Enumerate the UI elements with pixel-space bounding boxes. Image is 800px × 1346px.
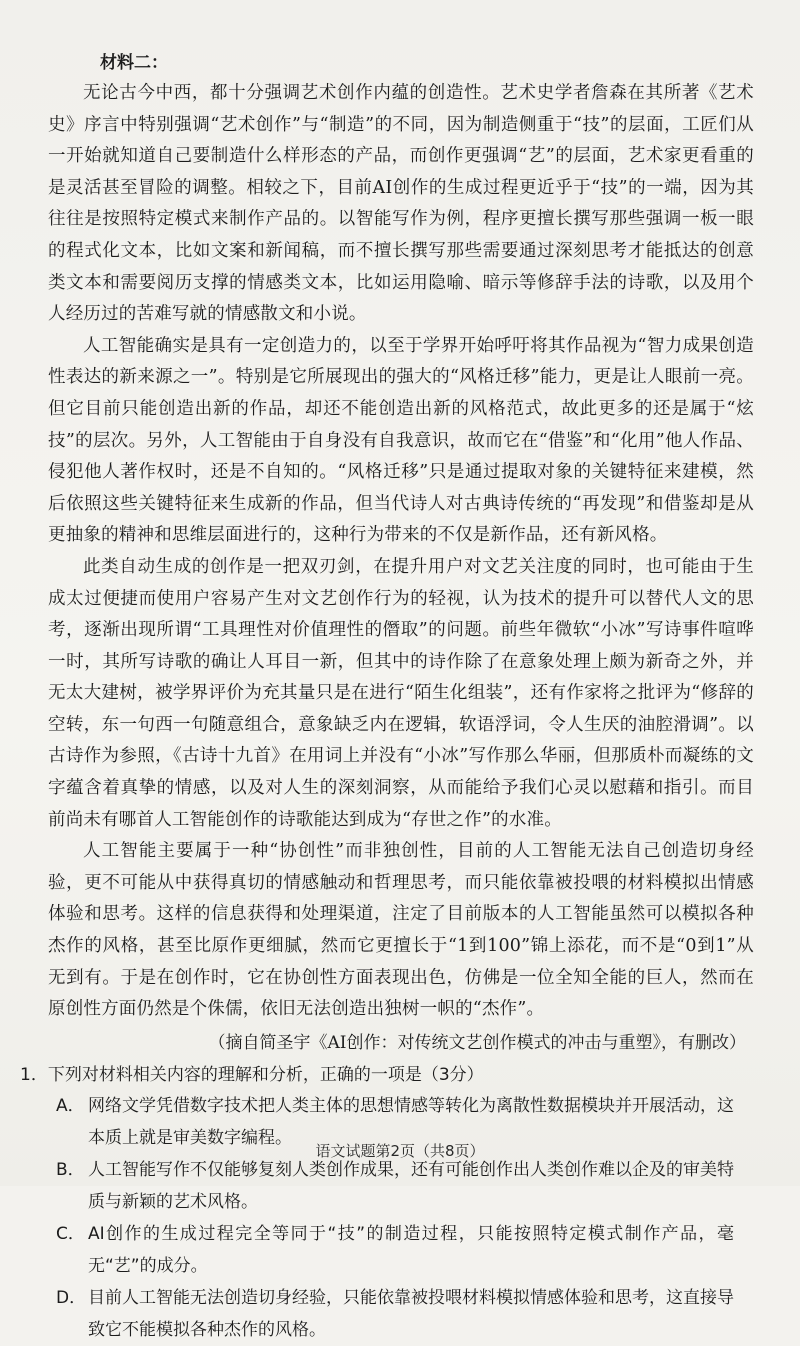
option-d[interactable] [56,1282,754,1346]
option-text: AI创作的生成过程完全等同于“技”的制造过程，只能按照特定模式制作产品，毫无“艺”的成分。 [88,1223,734,1276]
option-letter: C． [56,1223,85,1244]
material-paragraph-1: 无论古今中西，都十分强调艺术创作内蕴的创造性。艺术史学者詹森在其所著《艺术史》序言中特别强调“艺术创作”与“制造”的不同，因为制造侧重于“技”的层面，工匠们从一开始就知道自己要制造什么样形态的产品，而创作更强调“艺”的层面，艺术家更看重的是灵活甚至冒险的调整。相较之下，目前AI创作的生成过程更近乎于“技”的一端，因为其往往是按照特定模式来制作产品的。以智能写作为例，程序更擅长撰写那些强调一板一眼的程式化文本，比如文案和新闻稿，而不擅长撰写那些需要通过深刻思考才能抵达的创意类文本和需要阅历支撑的情感类文本，比如运用隐喻、暗示等修辞手法的诗歌，以及用个人经历过的苦难写就的情感散文和小说。 [48,83,754,325]
material-paragraph-3: 此类自动生成的创作是一把双刃剑，在提升用户对文艺关注度的同时，也可能由于生成太过便捷而使用户容易产生对文艺创作行为的轻视，认为技术的提升可以替代人文的思考，逐渐出现所谓“工具理性对价值理性的僭取”的问题。前些年微软“小冰”写诗事件喧哗一时，其所写诗歌的确让人耳目一新，但其中的诗作除了在意象处理上颇为新奇之外，并无太大建树，被学界评价为充其量只是在进行“陌生化组装”，还有作家将之批评为“修辞的空转，东一句西一句随意组合，意象缺乏内在逻辑，软语浮词，令人生厌的油腔滑调”。以古诗作为参照，《古诗十九首》在用词上并没有“小冰”写作那么华丽，但那质朴而凝练的文字蕴含着真挚的情感，以及对人生的深刻洞察，从而能给予我们心灵以慰藉和指引。而目前尚未有哪首人工智能创作的诗歌能达到成为“存世之作”的水准。 [48,556,754,830]
option-letter: D． [56,1287,87,1308]
option-c[interactable] [56,1218,754,1282]
question-1 [20,1060,754,1346]
source-citation: （摘自简圣宇《AI创作：对传统文艺创作模式的冲击与重塑》，有删改） [208,1032,746,1053]
material-paragraph-4: 人工智能主要属于一种“协创性”而非独创性，目前的人工智能无法自己创造切身经验，更不可能从中获得真切的情感触动和哲理思考，而只能依靠被投喂的材料模拟出情感体验和思考。这样的信息获得和处理渠道，注定了目前版本的人工智能虽然可以模拟各种杰作的风格，甚至比原作更细腻，然而它更擅长于“1到100”锦上添花，而不是“0到1”从无到有。于是在创作时，它在协创性方面表现出色，仿佛是一位全知全能的巨人，然而在原创性方面仍然是个侏儒，依旧无法创造出独树一帜的“杰作”。 [48,841,754,1020]
page-footer: 语文试题第2页（共8页） [315,1142,485,1160]
material-paragraph-2: 人工智能确实是具有一定创造力的，以至于学界开始呼吁将其作品视为“智力成果创造性表达的新来源之一”。特别是它所展现出的强大的“风格迁移”能力，更是让人眼前一亮。但它目前只能创造出新的作品，却还不能创造出新的风格范式，故此更多的还是属于“炫技”的层次。另外，人工智能由于自身没有自我意识，故而它在“借鉴”和“化用”他人作品、侵犯他人著作权时，还是不自知的。“风格迁移”只是通过提取对象的关键特征来建模，然后依照这些关键特征来生成新的作品，但当代诗人对古典诗传统的“再发现”和借鉴却是从更抽象的精神和思维层面进行的，这种行为带来的不仅是新作品，还有新风格。 [48,335,754,546]
question-stem: 1．下列对材料相关内容的理解和分析，正确的一项是（3分） [20,1064,484,1085]
option-letter: B． [56,1159,85,1180]
option-text: 人工智能写作不仅能够复刻人类创作成果，还有可能创作出人类创作难以企及的审美特质与新颖的艺术风格。 [88,1159,734,1212]
option-b[interactable] [56,1154,754,1218]
material-heading: 材料二： [100,53,168,73]
option-text: 网络文学凭借数字技术把人类主体的思想情感等转化为离散性数据模块并开展活动，这本质上就是审美数字编程。 [88,1095,734,1148]
option-text: 目前人工智能无法创造切身经验，只能依靠被投喂材料模拟情感体验和思考，这直接导致它不能模拟各种杰作的风格。 [88,1287,734,1340]
option-letter: A． [56,1095,85,1116]
